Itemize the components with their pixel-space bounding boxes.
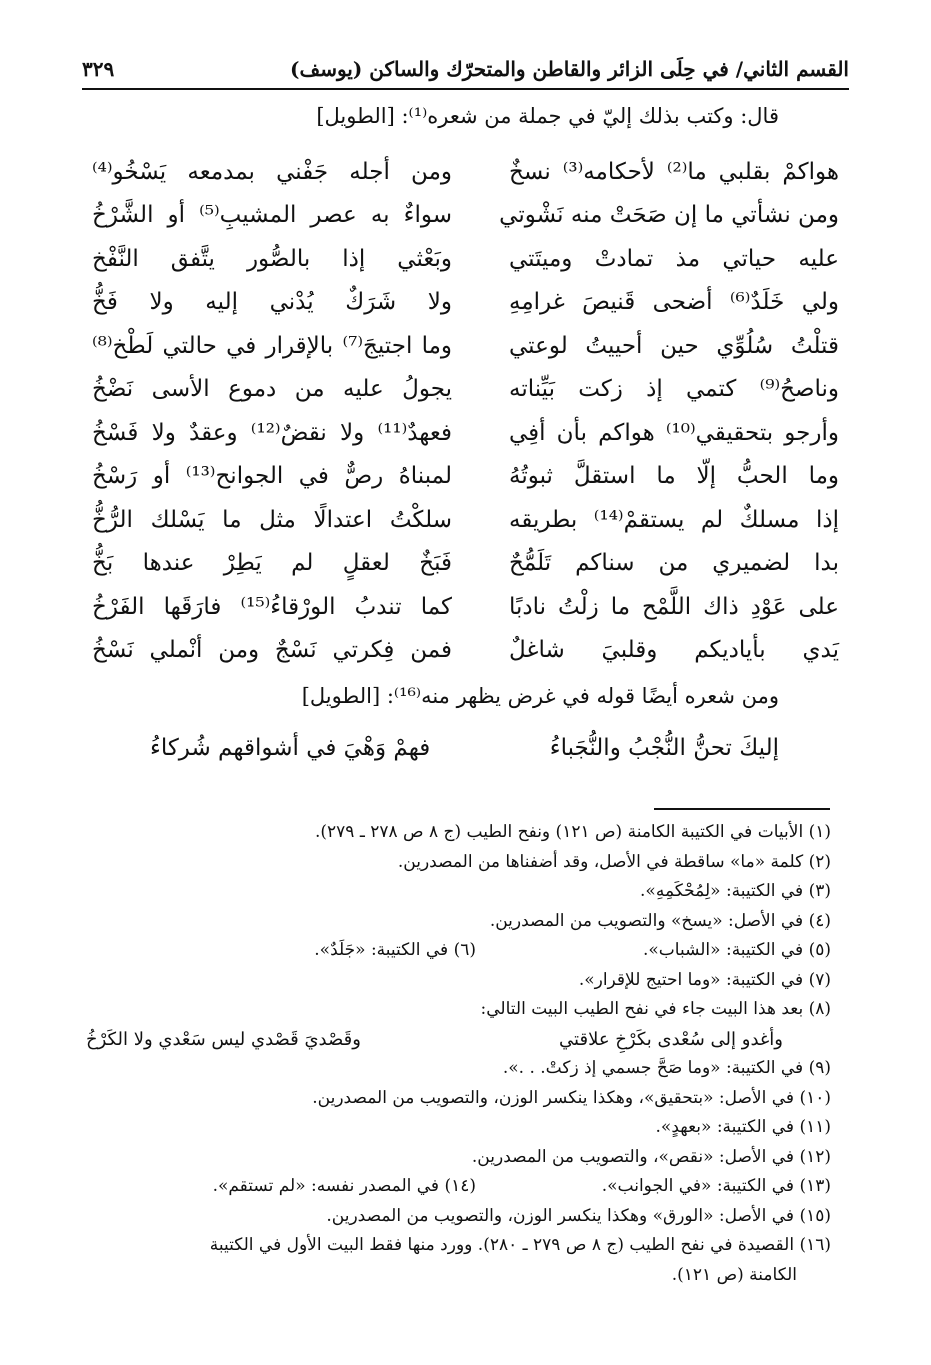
- second-hemistich: سواءٌ به عصر المشيبِ⁽⁵⁾ أو الشَّرْخُ: [92, 202, 452, 229]
- footnote-pair: [86, 936, 831, 966]
- verse: [92, 585, 839, 629]
- first-hemistich: وأرجو بتحقيقي⁽¹⁰⁾ هواكم بأن أفِي: [509, 419, 839, 446]
- footnote: (١٦) القصيدة في نفح الطيب (ج ٨ ص ٢٧٩ ـ ٢٨٠). وورد منها فقط البيت الأول في الكتيبة: [209, 1235, 831, 1255]
- second-hemistich: سلكْتُ اعتدالًا مثل ما يَسْلك الرُّخُّ: [92, 506, 452, 533]
- first-hemistich: وما الحبُّ إلّا ما استقلَّ ثبوتُهُ: [509, 463, 839, 490]
- header-rule: [82, 88, 849, 90]
- page-number: ٣٢٩: [82, 57, 115, 81]
- footnote: (١١) في الكتيبة: «بعهدٍ».: [655, 1117, 831, 1137]
- second-hemistich: يجولُ عليه من دموع الأسى نَضْخُ: [92, 376, 452, 403]
- second-hemistich: فهمْ وَهْيَ في أشواقهم شُركاءُ: [150, 735, 431, 761]
- footnote: (٢) كلمة «ما» ساقطة في الأصل، وقد أضفناها من المصدرين.: [397, 851, 831, 872]
- first-hemistich: قتلْتُ سُلُوِّي حين أحييتُ لوعتي: [509, 332, 839, 359]
- first-hemistich: إليكَ تحنُّ النُّجْبُ والنُّجَباءُ: [549, 735, 779, 761]
- first-hemistich: ولي خَلَدٌ⁽⁶⁾ أضحى قَنيصَ غرامِهِ: [509, 289, 839, 316]
- footnote: (٦) في الكتيبة: «جَلَدٌ».: [314, 940, 476, 960]
- second-hemistich: كما تندبُ الورْقاءُ⁽¹⁵⁾ فارَقَها الفَرْخُ: [92, 593, 452, 620]
- header-title: القسم الثاني/ في حِلَى الزائر والقاطن والمتحرّك والساكن (يوسف): [290, 57, 849, 81]
- second-hemistich: ولا شَرَكٌ يُدْني إليه ولا فَخُّ: [92, 289, 452, 316]
- first-hemistich: عليه حياتي مذ تمادتْ وميتَتي: [509, 245, 839, 272]
- verse: [92, 237, 839, 281]
- second-hemistich: وبَعْثي إذا بالصُّور يتَّفق النَّفْخ: [92, 245, 452, 272]
- first-hemistich: هواكمْ بقلبي ما⁽²⁾ لأحكامه⁽³⁾ نسخٌ: [509, 158, 839, 185]
- footnote: (١٣) في الكتيبة: «في الجوانب».: [601, 1176, 831, 1196]
- second-hemistich: لمبناهُ رصٌّ في الجوانح⁽¹³⁾ أو رَسْخُ: [92, 463, 452, 490]
- verse: [92, 455, 839, 499]
- poem: [92, 150, 839, 672]
- footnote: (١٥) في الأصل: «الورق» وهكذا ينكسر الوزن، والتصويب من المصدرين.: [326, 1205, 831, 1226]
- footnote: (٤) في الأصل: «يسخ» والتصويب من المصدرين.: [489, 910, 831, 931]
- footnote: (١٤) في المصدر نفسه: «لم تستقم».: [212, 1176, 476, 1196]
- first-hemistich: يَدي بأياديكم وقلبيَ شاغلٌ: [509, 637, 839, 664]
- second-poem-verse: [150, 728, 779, 768]
- first-hemistich: إذا مسلكٌ لم يستقمْ⁽¹⁴⁾ بطريقه: [509, 506, 839, 533]
- second-hemistich: ومن أجله جَفْني بمدمعه يَسْخُو⁽⁴⁾: [92, 158, 452, 185]
- second-hemistich: وما اجتيجَ⁽⁷⁾ بالإقرار في حالتي لَطْخ⁽⁸⁾: [92, 332, 453, 359]
- verse: [92, 629, 839, 673]
- verse: [92, 368, 839, 412]
- second-poem-intro: ومن شعره أيضًا قوله في غرض يظهر منه⁽¹⁶⁾: [الطويل]: [301, 684, 779, 708]
- second-hemistich: فعهدٌ⁽¹¹⁾ ولا نقضٌ⁽¹²⁾ وعقدٌ ولا فَسْخُ: [92, 419, 452, 446]
- verse: [92, 324, 839, 368]
- footnote-rule: [654, 808, 830, 810]
- verse: [92, 411, 839, 455]
- verse: [92, 281, 839, 325]
- quoted-second-hemistich: وقَصْديَ قَصْدي ليس سَعْدي ولا الكَرْخُ: [86, 1028, 361, 1050]
- footnote: (١٠) في الأصل: «بتحقيق»، وهكذا ينكسر الوزن، والتصويب من المصدرين.: [312, 1087, 831, 1108]
- footnote-continuation: الكامنة (ص ١٢١).: [671, 1264, 797, 1285]
- verse: [92, 542, 839, 586]
- running-header: [82, 50, 849, 88]
- verse: [92, 194, 839, 238]
- second-hemistich: فمن فِكرتي نَسْجٌ ومن أنْملي نَسْخُ: [92, 637, 452, 664]
- footnote-quoted-verse: [86, 1025, 831, 1055]
- first-hemistich: وناصحُ⁽⁹⁾ كتمي إذ زكت بَيِّناته: [509, 376, 839, 403]
- first-hemistich: بدا لضميري من سناكم تَلَمُّحٌ: [509, 550, 839, 577]
- first-hemistich: ومن نشأتي ما إن صَحَتْ منه نَشْوتي: [499, 202, 839, 229]
- footnote: (٨) بعد هذا البيت جاء في نفح الطيب البيت التالي:: [480, 999, 831, 1019]
- footnotes: [86, 818, 831, 1290]
- footnote: (٣) في الكتيبة: «لِمُحْكَمِهِ».: [640, 881, 831, 901]
- poem-intro: قال: وكتب بذلك إليّ في جملة من شعره⁽¹⁾: [الطويل]: [316, 104, 779, 128]
- footnote: (٩) في الكتيبة: «وما صَحَّ جسمي إذ زكتْ. . .».: [502, 1058, 831, 1078]
- first-hemistich: على عَوْدِ ذاك اللَّمْح ما زلْتُ نادبًا: [509, 593, 839, 620]
- footnote: (٧) في الكتيبة: «وما احتيج للإقرار».: [578, 969, 831, 990]
- footnote: (٥) في الكتيبة: «الشباب».: [642, 940, 831, 960]
- verse: [92, 498, 839, 542]
- quoted-first-hemistich: وأغدو إلى سُعْدى بكَرْخِ علاقتي: [559, 1028, 783, 1050]
- second-hemistich: فَبَخٌ لعقلٍ لم يَطِرْ عندها بَخُّ: [92, 550, 452, 577]
- footnote: (١) الأبيات في الكتيبة الكامنة (ص ١٢١) ونفح الطيب (ج ٨ ص ٢٧٨ ـ ٢٧٩).: [314, 822, 831, 842]
- verse: [92, 150, 839, 194]
- footnote: (١٢) في الأصل: «نقص»، والتصويب من المصدرين.: [471, 1146, 831, 1167]
- footnote-pair: [86, 1172, 831, 1202]
